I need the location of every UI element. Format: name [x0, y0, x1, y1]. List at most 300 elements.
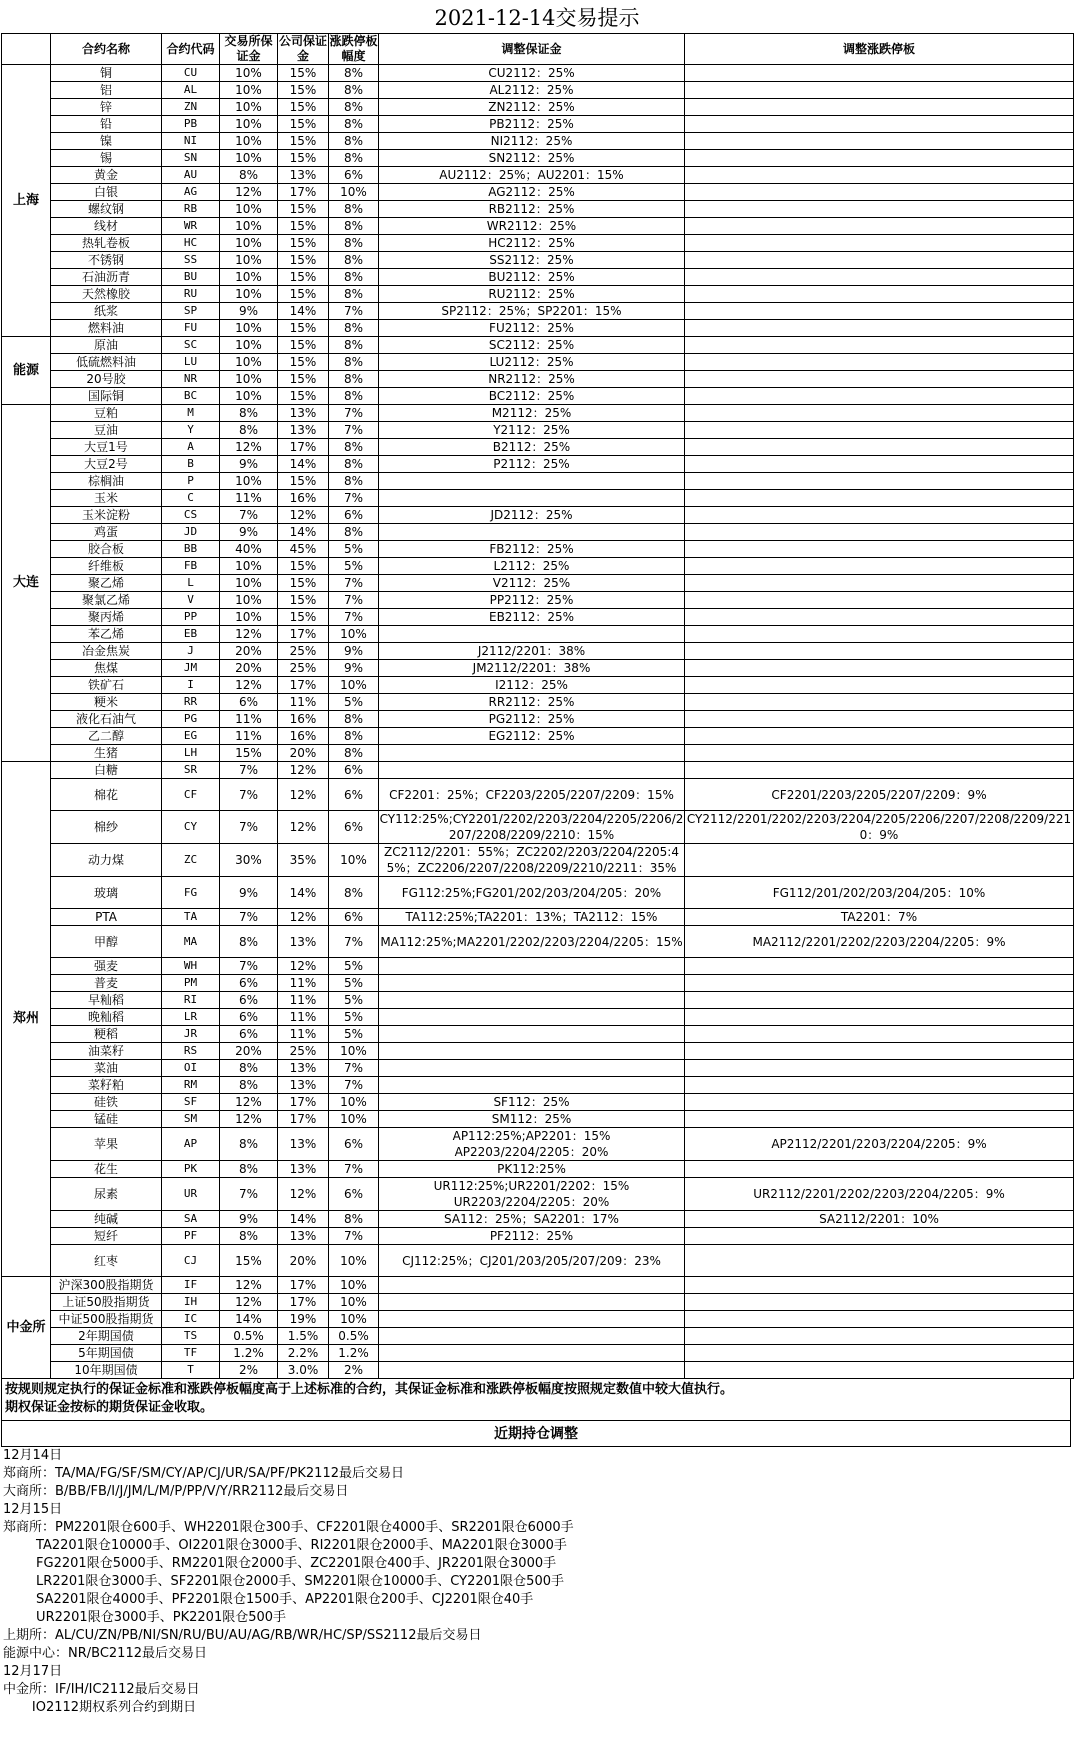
contract-code: SN: [162, 150, 220, 167]
adjusted-limit: [685, 694, 1074, 711]
contract-code: RI: [162, 992, 220, 1009]
table-row: [2, 286, 1074, 303]
exchange-margin: 7%: [220, 909, 278, 926]
company-margin: 13%: [278, 1077, 329, 1094]
adjusted-margin: PB2112：25%: [379, 116, 685, 133]
limit-range: 10%: [329, 1043, 379, 1060]
contract-code: AU: [162, 167, 220, 184]
exchange-margin: 8%: [220, 1128, 278, 1161]
exchange-margin: 10%: [220, 609, 278, 626]
contract-name: 乙二醇: [51, 728, 162, 745]
table-row: [2, 711, 1074, 728]
limit-range: 10%: [329, 677, 379, 694]
table-row: [2, 337, 1074, 354]
table-row: [2, 877, 1074, 909]
exchange-margin: 2%: [220, 1362, 278, 1379]
limit-range: 5%: [329, 1026, 379, 1043]
contract-name: 热轧卷板: [51, 235, 162, 252]
contract-code: JR: [162, 1026, 220, 1043]
company-margin: 35%: [278, 844, 329, 877]
adjusted-margin: [379, 745, 685, 762]
contract-code: PF: [162, 1228, 220, 1245]
contract-name: 聚乙烯: [51, 575, 162, 592]
adjusted-margin: [379, 1060, 685, 1077]
adjusted-limit: [685, 626, 1074, 643]
adjusted-limit: [685, 609, 1074, 626]
table-row: [2, 762, 1074, 779]
limit-range: 6%: [329, 762, 379, 779]
company-margin-header: 公司保证金: [278, 34, 327, 63]
adjusted-margin: [379, 473, 685, 490]
company-margin: 12%: [278, 958, 329, 975]
adjusted-limit: [685, 320, 1074, 337]
adjusted-margin: MA112:25%;MA2201/2202/2203/2204/2205：15%: [379, 926, 685, 958]
contract-code: P: [162, 473, 220, 490]
contract-code: T: [162, 1362, 220, 1379]
table-row: [2, 1345, 1074, 1362]
adjusted-margin: B2112：25%: [379, 439, 685, 456]
limit-range: 8%: [329, 388, 379, 405]
adjusted-limit: [685, 1328, 1074, 1345]
adjusted-limit: [685, 507, 1074, 524]
limit-range: 8%: [329, 456, 379, 473]
contract-code: TS: [162, 1328, 220, 1345]
limit-range: 6%: [329, 811, 379, 844]
contract-code: HC: [162, 235, 220, 252]
contract-name: 沪深300股指期货: [51, 1277, 162, 1294]
adjusted-margin: FB2112：25%: [379, 541, 685, 558]
adjusted-margin: RU2112：25%: [379, 286, 685, 303]
contract-code: WR: [162, 218, 220, 235]
table-row: [2, 694, 1074, 711]
contract-name: 白银: [51, 184, 162, 201]
adjusted-margin: [379, 1077, 685, 1094]
company-margin: 15%: [278, 235, 329, 252]
adjusted-margin: [379, 1362, 685, 1379]
limit-range: 8%: [329, 218, 379, 235]
exchange-margin: 6%: [220, 975, 278, 992]
company-margin: 11%: [278, 1026, 329, 1043]
company-margin: 15%: [278, 201, 329, 218]
company-margin: 15%: [278, 371, 329, 388]
company-margin: 15%: [278, 99, 329, 116]
adjusted-margin: BU2112：25%: [379, 269, 685, 286]
adjusted-limit: [685, 992, 1074, 1009]
company-margin: 14%: [278, 877, 329, 909]
limit-range: 8%: [329, 337, 379, 354]
contract-code: SR: [162, 762, 220, 779]
contract-name: 5年期国债: [51, 1345, 162, 1362]
exchange-margin: 10%: [220, 235, 278, 252]
adjusted-limit: [685, 439, 1074, 456]
contract-name: 大豆1号: [51, 439, 162, 456]
exchange-margin: 10%: [220, 575, 278, 592]
company-margin: 16%: [278, 490, 329, 507]
adjusted-limit: [685, 660, 1074, 677]
adjusted-limit: CF2201/2203/2205/2207/2209：9%: [685, 779, 1074, 811]
company-margin: 16%: [278, 728, 329, 745]
exchange-margin: 10%: [220, 473, 278, 490]
table-row: [2, 524, 1074, 541]
adjusted-margin: SN2112：25%: [379, 150, 685, 167]
table-row: [2, 1128, 1074, 1161]
contract-code: SS: [162, 252, 220, 269]
company-margin: 13%: [278, 1228, 329, 1245]
exchange-margin: 8%: [220, 1161, 278, 1178]
adjusted-margin: [379, 1345, 685, 1362]
contract-name: 生猪: [51, 745, 162, 762]
limit-range: 8%: [329, 150, 379, 167]
adjusted-margin: SC2112：25%: [379, 337, 685, 354]
contract-code: L: [162, 575, 220, 592]
contract-code: TA: [162, 909, 220, 926]
company-margin: 11%: [278, 975, 329, 992]
limit-range: 7%: [329, 490, 379, 507]
limit-range: 8%: [329, 728, 379, 745]
contract-name: 冶金焦炭: [51, 643, 162, 660]
table-body: [2, 65, 1074, 1379]
table-row: [2, 235, 1074, 252]
contract-code: ZN: [162, 99, 220, 116]
exchange-label: 上海: [2, 65, 51, 337]
position-adjustments: 12月14日 郑商所：TA/MA/FG/SF/SM/CY/AP/CJ/UR/SA/PF/PK2112最后交易日 大商所：B/BB/FB/I/J/JM/L/M/P/PP/V/Y/RR2112最后交易日 12月15日 郑商所：PM2201限仓600手、WH2201限仓300手、CF2201限仓4000手、SR2201限仓6000手 TA2201限仓10000手、OI2201限仓3000手、RI2201限仓2000手、MA2201限仓3000手 FG2201限仓5000手、RM2201限仓2000手、ZC2201限仓400手、JR2201限仓3000手 LR2201限仓3000手、SF2201限仓2000手、SM2201限仓10000手、CY2201限仓500手 SA2201限仓4000手、PF2201限仓1500手、AP2201限仓200手、CJ2201限仓40手 UR2201限仓3000手、PK2201限仓500手 上期所：AL/CU/ZN/PB/NI/SN/RU/BU/AU/AG/RB/WR/HC/SP/SS2112最后交易日 能源中心：NR/BC2112最后交易日 12月17日 中金所：IF/IH/IC2112最后交易日 IO2112期权系列合约到期日: [3, 1448, 574, 1715]
table-row: [2, 201, 1074, 218]
contract-name: 红枣: [51, 1245, 162, 1277]
exchange-margin: 7%: [220, 507, 278, 524]
contract-code: CF: [162, 779, 220, 811]
adjusted-limit: [685, 1111, 1074, 1128]
contract-name: 铜: [51, 65, 162, 82]
company-margin: 13%: [278, 1060, 329, 1077]
company-margin: 13%: [278, 1128, 329, 1161]
adjusted-limit: [685, 133, 1074, 150]
adjusted-limit: [685, 575, 1074, 592]
adjusted-limit: [685, 65, 1074, 82]
contract-name: 鸡蛋: [51, 524, 162, 541]
company-margin: 12%: [278, 779, 329, 811]
adjusted-margin: P2112：25%: [379, 456, 685, 473]
exchange-margin-header: 交易所保证金: [220, 34, 278, 65]
adjusted-margin: [379, 1026, 685, 1043]
company-margin: 11%: [278, 1009, 329, 1026]
limit-range: 6%: [329, 909, 379, 926]
company-margin: 17%: [278, 1294, 329, 1311]
exchange-margin: 8%: [220, 1228, 278, 1245]
adjusted-limit: [685, 1060, 1074, 1077]
adjust-limit-header: 调整涨跌停板: [685, 34, 1074, 65]
adjusted-limit: [685, 762, 1074, 779]
contract-code: B: [162, 456, 220, 473]
adjusted-margin: J2112/2201：38%: [379, 643, 685, 660]
exchange-margin: 7%: [220, 1178, 278, 1211]
table-row: [2, 643, 1074, 660]
limit-range: 8%: [329, 524, 379, 541]
company-margin: 15%: [278, 337, 329, 354]
contract-name: 玻璃: [51, 877, 162, 909]
table-row: [2, 65, 1074, 82]
contract-code: PK: [162, 1161, 220, 1178]
table-row: [2, 626, 1074, 643]
adjusted-limit: [685, 1245, 1074, 1277]
company-margin: 11%: [278, 694, 329, 711]
exchange-margin: 15%: [220, 1245, 278, 1277]
adjusted-limit: [685, 1277, 1074, 1294]
exchange-margin: 12%: [220, 439, 278, 456]
exchange-margin: 10%: [220, 133, 278, 150]
company-margin: 20%: [278, 1245, 329, 1277]
table-row: [2, 1311, 1074, 1328]
contract-code: IF: [162, 1277, 220, 1294]
adjusted-limit: [685, 1345, 1074, 1362]
table-row: [2, 1111, 1074, 1128]
contract-name: 液化石油气: [51, 711, 162, 728]
contract-name: 硅铁: [51, 1094, 162, 1111]
company-margin: 15%: [278, 82, 329, 99]
company-margin: 17%: [278, 1111, 329, 1128]
adjusted-margin: TA112:25%;TA2201：13%；TA2112：15%: [379, 909, 685, 926]
adjusted-limit: [685, 354, 1074, 371]
table-row: [2, 303, 1074, 320]
contract-code: WH: [162, 958, 220, 975]
contract-code: PM: [162, 975, 220, 992]
contract-code: RM: [162, 1077, 220, 1094]
company-margin: 15%: [278, 592, 329, 609]
adjusted-margin: ZC2112/2201：55%；ZC2202/2203/2204/2205:45%；ZC2206/2207/2208/2209/2210/2211：35%: [379, 844, 685, 877]
contract-code: JM: [162, 660, 220, 677]
contract-code: V: [162, 592, 220, 609]
exchange-margin: 12%: [220, 677, 278, 694]
adjusted-margin: HC2112：25%: [379, 235, 685, 252]
table-row: [2, 558, 1074, 575]
company-margin: 14%: [278, 456, 329, 473]
table-row: [2, 490, 1074, 507]
limit-range: 7%: [329, 1161, 379, 1178]
name-header: 合约名称: [51, 34, 162, 65]
table-row: [2, 660, 1074, 677]
contract-name: 油菜籽: [51, 1043, 162, 1060]
company-margin: 13%: [278, 167, 329, 184]
contract-name: 聚丙烯: [51, 609, 162, 626]
limit-range: 8%: [329, 116, 379, 133]
adjusted-limit: [685, 1228, 1074, 1245]
contract-name: 棕榈油: [51, 473, 162, 490]
company-margin: 25%: [278, 660, 329, 677]
exchange-margin: 7%: [220, 811, 278, 844]
company-margin: 13%: [278, 1161, 329, 1178]
limit-range: 7%: [329, 405, 379, 422]
adjusted-margin: [379, 1277, 685, 1294]
exchange-margin: 7%: [220, 762, 278, 779]
exchange-margin: 10%: [220, 354, 278, 371]
contract-code: IC: [162, 1311, 220, 1328]
limit-range: 8%: [329, 99, 379, 116]
adjusted-limit: [685, 524, 1074, 541]
table-row: [2, 116, 1074, 133]
table-row: [2, 1094, 1074, 1111]
adjusted-limit: [685, 303, 1074, 320]
table-row: [2, 958, 1074, 975]
contract-code: LR: [162, 1009, 220, 1026]
company-margin: 11%: [278, 992, 329, 1009]
exchange-margin: 15%: [220, 745, 278, 762]
contract-name: 国际铜: [51, 388, 162, 405]
adjusted-margin: V2112：25%: [379, 575, 685, 592]
table-row: [2, 1277, 1074, 1294]
rule-note: 按规则规定执行的保证金标准和涨跌停板幅度高于上述标准的合约，其保证金标准和涨跌停板幅度按照规定数值中较大值执行。 期权保证金按标的期货保证金收取。: [1, 1379, 1071, 1421]
contract-name: 焦煤: [51, 660, 162, 677]
limit-range: 5%: [329, 1009, 379, 1026]
table-row: [2, 439, 1074, 456]
exchange-margin: 12%: [220, 184, 278, 201]
contract-code: CU: [162, 65, 220, 82]
adjusted-margin: FU2112：25%: [379, 320, 685, 337]
table-row: [2, 1328, 1074, 1345]
contract-code: RU: [162, 286, 220, 303]
adjusted-margin: [379, 1009, 685, 1026]
adjusted-limit: AP2112/2201/2203/2204/2205：9%: [685, 1128, 1074, 1161]
limit-range: 8%: [329, 439, 379, 456]
contract-code: SA: [162, 1211, 220, 1228]
contract-name: 2年期国债: [51, 1328, 162, 1345]
exchange-margin: 30%: [220, 844, 278, 877]
exchange-margin: 6%: [220, 1009, 278, 1026]
contract-name: 粳稻: [51, 1026, 162, 1043]
adjusted-limit: [685, 1294, 1074, 1311]
exchange-margin: 8%: [220, 167, 278, 184]
contract-code: SM: [162, 1111, 220, 1128]
adjusted-limit: CY2112/2201/2202/2203/2204/2205/2206/2207/2208/2209/2210：9%: [685, 811, 1074, 844]
limit-header: 涨跌停板幅度: [329, 34, 378, 63]
company-margin: 15%: [278, 150, 329, 167]
exchange-label: 大连: [2, 405, 51, 762]
contract-code: I: [162, 677, 220, 694]
limit-range: 7%: [329, 1228, 379, 1245]
adjusted-margin: PK112:25%: [379, 1161, 685, 1178]
adjusted-margin: [379, 626, 685, 643]
contract-name: 强麦: [51, 958, 162, 975]
company-margin: 13%: [278, 405, 329, 422]
contract-name: 大豆2号: [51, 456, 162, 473]
exchange-header: [2, 34, 51, 65]
table-row: [2, 1043, 1074, 1060]
limit-range: 7%: [329, 422, 379, 439]
contract-name: 动力煤: [51, 844, 162, 877]
limit-range: 10%: [329, 1311, 379, 1328]
limit-range: 10%: [329, 1094, 379, 1111]
table-row: [2, 1245, 1074, 1277]
exchange-margin: 8%: [220, 926, 278, 958]
contract-code: M: [162, 405, 220, 422]
table-row: [2, 844, 1074, 877]
adjusted-margin: CY112:25%;CY2201/2202/2203/2204/2205/2206/2207/2208/2209/2210：15%: [379, 812, 684, 842]
adjusted-margin: BC2112：25%: [379, 388, 685, 405]
contract-code: RR: [162, 694, 220, 711]
contract-name: 石油沥青: [51, 269, 162, 286]
adjusted-margin: SS2112：25%: [379, 252, 685, 269]
contract-code: C: [162, 490, 220, 507]
adjusted-limit: [685, 116, 1074, 133]
limit-range: 8%: [329, 252, 379, 269]
adjusted-margin: CJ112:25%；CJ201/203/205/207/209：23%: [379, 1245, 685, 1277]
contract-name: 尿素: [51, 1178, 162, 1211]
exchange-margin: 0.5%: [220, 1328, 278, 1345]
contract-code: PB: [162, 116, 220, 133]
table-row: [2, 507, 1074, 524]
contract-code: FU: [162, 320, 220, 337]
company-margin: 15%: [278, 269, 329, 286]
exchange-margin: 10%: [220, 558, 278, 575]
limit-range: 10%: [329, 626, 379, 643]
exchange-margin: 8%: [220, 405, 278, 422]
company-margin: 15%: [278, 558, 329, 575]
table-row: [2, 1009, 1074, 1026]
company-margin: 16%: [278, 711, 329, 728]
contract-name: 锰硅: [51, 1111, 162, 1128]
adjusted-limit: [685, 958, 1074, 975]
contract-code: FB: [162, 558, 220, 575]
adjusted-margin: L2112：25%: [379, 558, 685, 575]
limit-range: 2%: [329, 1362, 379, 1379]
adjusted-limit: [685, 218, 1074, 235]
adjusted-limit: [685, 99, 1074, 116]
company-margin: 15%: [278, 388, 329, 405]
contract-name: 铅: [51, 116, 162, 133]
company-margin: 15%: [278, 65, 329, 82]
adjusted-limit: [685, 269, 1074, 286]
exchange-margin: 11%: [220, 490, 278, 507]
contract-name: 菜油: [51, 1060, 162, 1077]
limit-range: 1.2%: [329, 1345, 379, 1362]
company-margin: 17%: [278, 677, 329, 694]
company-margin: 15%: [278, 286, 329, 303]
adjusted-margin: WR2112：25%: [379, 218, 685, 235]
adjusted-limit: [685, 1009, 1074, 1026]
contract-code: TF: [162, 1345, 220, 1362]
company-margin: 15%: [278, 218, 329, 235]
exchange-margin: 12%: [220, 1094, 278, 1111]
contract-code: CY: [162, 811, 220, 844]
adjusted-limit: [685, 1077, 1074, 1094]
table-row: [2, 728, 1074, 745]
limit-range: 6%: [329, 167, 379, 184]
exchange-margin: 9%: [220, 1211, 278, 1228]
exchange-margin: 20%: [220, 660, 278, 677]
adjusted-limit: [685, 592, 1074, 609]
adjusted-limit: [685, 422, 1074, 439]
limit-range: 9%: [329, 660, 379, 677]
contract-name: 苹果: [51, 1128, 162, 1161]
exchange-margin: 10%: [220, 218, 278, 235]
table-row: [2, 1026, 1074, 1043]
table-row: [2, 184, 1074, 201]
contract-code: RB: [162, 201, 220, 218]
section-title: 近期持仓调整: [1, 1421, 1071, 1447]
limit-range: 8%: [329, 371, 379, 388]
exchange-margin: 12%: [220, 626, 278, 643]
adjusted-margin: [379, 1311, 685, 1328]
table-row: [2, 1077, 1074, 1094]
contract-name: 短纤: [51, 1228, 162, 1245]
table-row: [2, 975, 1074, 992]
exchange-margin: 10%: [220, 116, 278, 133]
adjusted-margin: [379, 1043, 685, 1060]
exchange-margin: 20%: [220, 1043, 278, 1060]
exchange-margin: 10%: [220, 337, 278, 354]
table-row: [2, 1060, 1074, 1077]
exchange-margin: 10%: [220, 592, 278, 609]
adjusted-margin: SF112：25%: [379, 1094, 685, 1111]
company-margin: 17%: [278, 184, 329, 201]
